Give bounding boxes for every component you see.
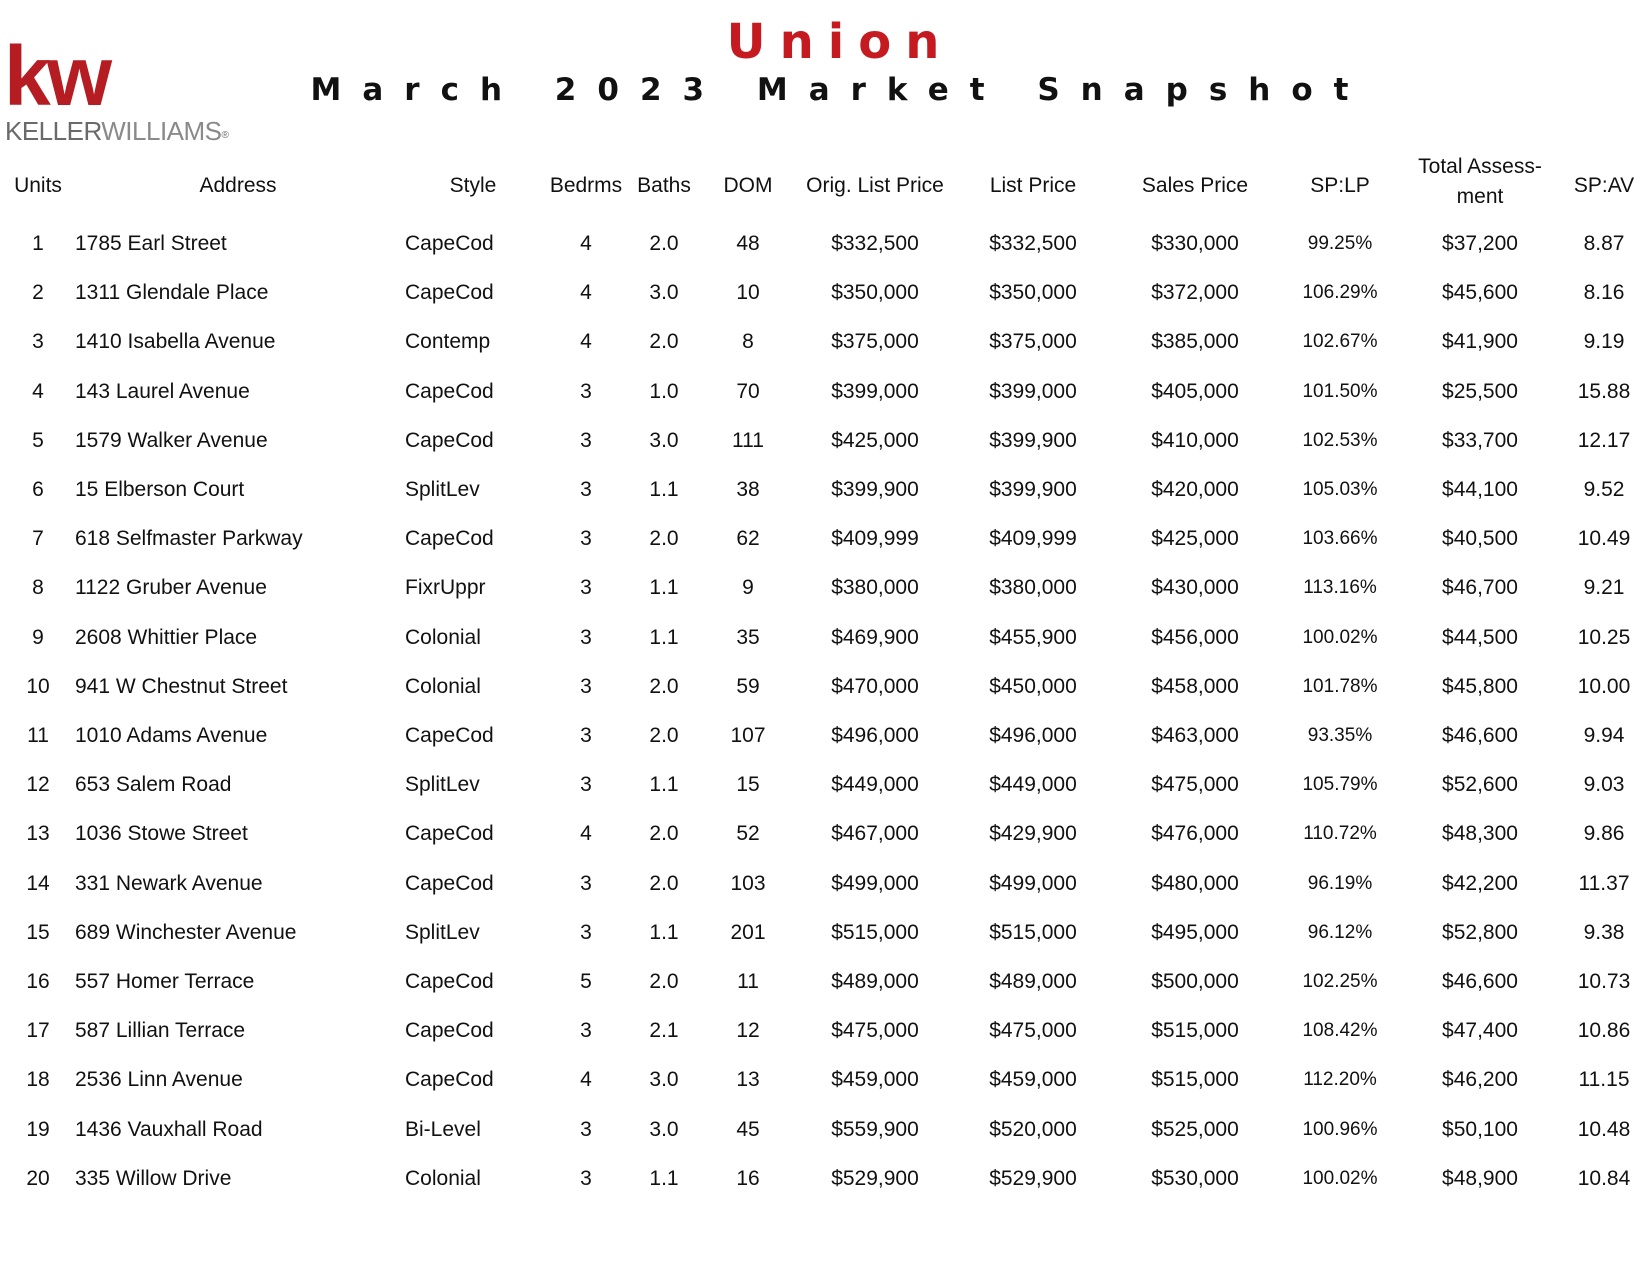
cell-total-assessment: $45,600 — [1442, 281, 1518, 304]
header-total-assessment-line2: ment — [1456, 185, 1504, 208]
header-units: Units — [14, 174, 62, 197]
cell-style: CapeCod — [405, 281, 494, 304]
cell-address: 2608 Whittier Place — [75, 626, 258, 649]
cell-bedrooms: 5 — [580, 970, 592, 993]
cell-bedrooms: 3 — [580, 724, 592, 747]
cell-dom: 11 — [737, 970, 759, 993]
cell-unit: 16 — [26, 970, 50, 993]
cell-sales-price: $515,000 — [1151, 1019, 1239, 1042]
cell-address: 2536 Linn Avenue — [75, 1068, 243, 1091]
cell-total-assessment: $52,800 — [1442, 921, 1518, 944]
cell-dom: 45 — [736, 1118, 760, 1141]
cell-total-assessment: $46,700 — [1442, 576, 1518, 599]
cell-address: 1122 Gruber Avenue — [75, 576, 267, 599]
cell-style: SplitLev — [405, 921, 480, 944]
cell-style: Colonial — [405, 675, 481, 698]
cell-address: 1036 Stowe Street — [75, 822, 248, 845]
cell-sp-lp: 105.79% — [1302, 774, 1378, 795]
cell-sp-lp: 99.25% — [1307, 233, 1373, 254]
logo-registered-mark: ® — [221, 130, 229, 141]
cell-style: Colonial — [405, 626, 481, 649]
cell-unit: 1 — [32, 232, 44, 255]
cell-bedrooms: 4 — [580, 822, 592, 845]
cell-address: 143 Laurel Avenue — [75, 380, 250, 403]
cell-baths: 2.0 — [649, 822, 679, 845]
cell-address: 941 W Chestnut Street — [75, 675, 288, 698]
cell-sales-price: $330,000 — [1151, 232, 1239, 255]
cell-address: 1410 Isabella Avenue — [75, 330, 276, 353]
cell-sp-av: 9.03 — [1583, 773, 1625, 796]
logo-word-williams: WILLIAMS — [101, 116, 222, 146]
cell-orig-list-price: $449,000 — [831, 773, 919, 796]
cell-sp-av: 11.37 — [1578, 872, 1630, 895]
cell-total-assessment: $37,200 — [1442, 232, 1518, 255]
cell-address: 587 Lillian Terrace — [75, 1019, 246, 1042]
cell-sales-price: $463,000 — [1151, 724, 1239, 747]
cell-address: 331 Newark Avenue — [75, 872, 263, 895]
cell-sp-av: 10.48 — [1577, 1118, 1631, 1141]
cell-sp-av: 10.00 — [1577, 675, 1631, 698]
cell-list-price: $455,900 — [989, 626, 1077, 649]
cell-total-assessment: $40,500 — [1442, 527, 1518, 550]
cell-list-price: $409,999 — [989, 527, 1077, 550]
cell-baths: 1.1 — [649, 626, 679, 649]
cell-address: 1311 Glendale Place — [75, 281, 269, 304]
cell-dom: 70 — [736, 380, 760, 403]
cell-bedrooms: 3 — [580, 429, 592, 452]
cell-total-assessment: $33,700 — [1442, 429, 1518, 452]
cell-sp-av: 9.52 — [1583, 478, 1625, 501]
cell-list-price: $449,000 — [989, 773, 1077, 796]
cell-sales-price: $495,000 — [1151, 921, 1239, 944]
cell-baths: 2.0 — [649, 527, 679, 550]
cell-unit: 12 — [26, 773, 50, 796]
cell-unit: 4 — [32, 380, 44, 403]
cell-sp-lp: 110.72% — [1303, 823, 1377, 844]
cell-bedrooms: 4 — [580, 281, 592, 304]
cell-bedrooms: 3 — [580, 626, 592, 649]
cell-orig-list-price: $559,900 — [831, 1118, 919, 1141]
cell-dom: 59 — [736, 675, 760, 698]
cell-sp-av: 9.19 — [1583, 330, 1625, 353]
cell-total-assessment: $46,600 — [1442, 970, 1518, 993]
cell-baths: 1.1 — [649, 576, 679, 599]
cell-total-assessment: $42,200 — [1442, 872, 1518, 895]
cell-dom: 107 — [730, 724, 766, 747]
cell-sp-lp: 106.29% — [1302, 282, 1378, 303]
cell-style: CapeCod — [405, 872, 494, 895]
cell-sales-price: $420,000 — [1151, 478, 1239, 501]
cell-list-price: $380,000 — [989, 576, 1077, 599]
cell-address: 1579 Walker Avenue — [75, 429, 268, 452]
cell-unit: 17 — [26, 1019, 50, 1042]
cell-sp-lp: 102.53% — [1302, 430, 1378, 451]
cell-list-price: $429,900 — [989, 822, 1077, 845]
cell-total-assessment: $52,600 — [1442, 773, 1518, 796]
cell-unit: 3 — [32, 330, 44, 353]
cell-style: CapeCod — [405, 380, 494, 403]
cell-address: 557 Homer Terrace — [75, 970, 255, 993]
cell-unit: 10 — [26, 675, 50, 698]
header-total-assessment-line1: Total Assess- — [1418, 155, 1542, 178]
cell-dom: 15 — [736, 773, 760, 796]
cell-unit: 5 — [32, 429, 44, 452]
report-subtitle: March 2023 Market Snapshot — [310, 72, 1370, 108]
cell-sp-lp: 103.66% — [1302, 528, 1378, 549]
cell-total-assessment: $50,100 — [1442, 1118, 1518, 1141]
cell-total-assessment: $46,200 — [1442, 1068, 1518, 1091]
cell-orig-list-price: $380,000 — [831, 576, 919, 599]
cell-baths: 2.1 — [649, 1019, 679, 1042]
cell-sales-price: $515,000 — [1151, 1068, 1239, 1091]
cell-baths: 2.0 — [649, 330, 679, 353]
cell-sales-price: $530,000 — [1151, 1167, 1239, 1190]
header-sp-lp: SP:LP — [1310, 174, 1370, 197]
cell-orig-list-price: $515,000 — [831, 921, 919, 944]
cell-list-price: $399,000 — [989, 380, 1077, 403]
cell-bedrooms: 3 — [580, 1118, 592, 1141]
cell-list-price: $375,000 — [989, 330, 1077, 353]
cell-orig-list-price: $332,500 — [831, 232, 919, 255]
cell-total-assessment: $45,800 — [1442, 675, 1518, 698]
cell-sales-price: $475,000 — [1151, 773, 1239, 796]
cell-unit: 8 — [32, 576, 44, 599]
cell-baths: 1.1 — [649, 1167, 679, 1190]
cell-bedrooms: 3 — [580, 576, 592, 599]
cell-style: CapeCod — [405, 822, 494, 845]
cell-dom: 35 — [736, 626, 760, 649]
cell-unit: 20 — [26, 1167, 50, 1190]
cell-dom: 52 — [736, 822, 760, 845]
cell-baths: 1.1 — [649, 478, 679, 501]
cell-orig-list-price: $470,000 — [831, 675, 919, 698]
cell-total-assessment: $25,500 — [1442, 380, 1518, 403]
cell-sales-price: $425,000 — [1151, 527, 1239, 550]
cell-dom: 10 — [736, 281, 760, 304]
cell-sp-lp: 102.67% — [1302, 331, 1378, 352]
cell-list-price: $515,000 — [989, 921, 1077, 944]
cell-style: CapeCod — [405, 232, 494, 255]
cell-baths: 2.0 — [649, 970, 679, 993]
cell-style: CapeCod — [405, 1068, 494, 1091]
cell-bedrooms: 3 — [580, 1019, 592, 1042]
cell-sp-av: 8.87 — [1583, 232, 1625, 255]
cell-dom: 103 — [730, 872, 766, 895]
cell-bedrooms: 3 — [580, 773, 592, 796]
cell-style: Contemp — [405, 330, 491, 353]
cell-list-price: $450,000 — [989, 675, 1077, 698]
cell-total-assessment: $44,500 — [1442, 626, 1518, 649]
cell-sales-price: $525,000 — [1151, 1118, 1239, 1141]
cell-sales-price: $458,000 — [1151, 675, 1239, 698]
cell-sp-av: 10.86 — [1577, 1019, 1631, 1042]
cell-sp-av: 10.49 — [1577, 527, 1631, 550]
cell-address: 653 Salem Road — [75, 773, 232, 796]
keller-williams-logo — [4, 29, 239, 148]
cell-sales-price: $480,000 — [1151, 872, 1239, 895]
cell-unit: 13 — [26, 822, 50, 845]
cell-style: SplitLev — [405, 773, 480, 796]
cell-bedrooms: 3 — [580, 527, 592, 550]
cell-sp-av: 11.15 — [1578, 1068, 1630, 1091]
cell-style: CapeCod — [405, 429, 494, 452]
cell-orig-list-price: $375,000 — [831, 330, 919, 353]
cell-sp-lp: 112.20% — [1303, 1069, 1377, 1090]
cell-total-assessment: $46,600 — [1442, 724, 1518, 747]
cell-list-price: $332,500 — [989, 232, 1077, 255]
cell-list-price: $489,000 — [989, 970, 1077, 993]
cell-sp-lp: 101.50% — [1302, 381, 1378, 402]
header-bedrms: Bedrms — [549, 174, 623, 197]
cell-style: Bi-Level — [405, 1118, 481, 1141]
cell-list-price: $459,000 — [989, 1068, 1077, 1091]
cell-bedrooms: 3 — [580, 872, 592, 895]
logo-word-keller: KELLER — [5, 116, 102, 146]
cell-bedrooms: 4 — [580, 1068, 592, 1091]
cell-list-price: $399,900 — [989, 478, 1077, 501]
cell-sp-lp: 113.16% — [1303, 577, 1377, 598]
cell-dom: 9 — [742, 576, 754, 599]
cell-bedrooms: 4 — [580, 330, 592, 353]
cell-dom: 48 — [736, 232, 760, 255]
cell-sp-av: 8.16 — [1583, 281, 1625, 304]
cell-orig-list-price: $350,000 — [831, 281, 919, 304]
cell-list-price: $350,000 — [989, 281, 1077, 304]
cell-baths: 2.0 — [649, 232, 679, 255]
cell-bedrooms: 3 — [580, 675, 592, 698]
cell-orig-list-price: $496,000 — [831, 724, 919, 747]
cell-unit: 14 — [26, 872, 50, 895]
cell-dom: 16 — [736, 1167, 760, 1190]
cell-sp-av: 15.88 — [1577, 380, 1631, 403]
cell-dom: 62 — [736, 527, 760, 550]
cell-bedrooms: 3 — [580, 478, 592, 501]
cell-orig-list-price: $409,999 — [831, 527, 919, 550]
cell-baths: 1.1 — [649, 921, 679, 944]
cell-address: 1010 Adams Avenue — [75, 724, 268, 747]
cell-style: CapeCod — [405, 527, 494, 550]
cell-sales-price: $476,000 — [1151, 822, 1239, 845]
cell-sales-price: $430,000 — [1151, 576, 1239, 599]
cell-unit: 19 — [26, 1118, 50, 1141]
cell-orig-list-price: $425,000 — [831, 429, 919, 452]
cell-sp-lp: 96.19% — [1307, 873, 1373, 894]
cell-sales-price: $372,000 — [1151, 281, 1239, 304]
cell-dom: 8 — [742, 330, 754, 353]
cell-bedrooms: 4 — [580, 232, 592, 255]
cell-list-price: $499,000 — [989, 872, 1077, 895]
cell-sp-lp: 102.25% — [1302, 971, 1378, 992]
cell-sales-price: $456,000 — [1151, 626, 1239, 649]
cell-sp-av: 9.21 — [1583, 576, 1625, 599]
cell-style: CapeCod — [405, 724, 494, 747]
cell-total-assessment: $48,300 — [1442, 822, 1518, 845]
cell-style: Colonial — [405, 1167, 481, 1190]
cell-orig-list-price: $399,000 — [831, 380, 919, 403]
cell-sp-lp: 100.96% — [1302, 1119, 1378, 1140]
cell-unit: 9 — [32, 626, 44, 649]
cell-style: SplitLev — [405, 478, 480, 501]
cell-address: 335 Willow Drive — [75, 1167, 232, 1190]
header-address: Address — [199, 174, 277, 197]
cell-baths: 1.0 — [649, 380, 679, 403]
cell-sp-lp: 108.42% — [1302, 1020, 1378, 1041]
cell-sp-av: 9.94 — [1583, 724, 1625, 747]
cell-baths: 3.0 — [649, 1068, 679, 1091]
cell-address: 618 Selfmaster Parkway — [75, 527, 303, 550]
cell-dom: 13 — [736, 1068, 760, 1091]
cell-dom: 201 — [730, 921, 766, 944]
cell-orig-list-price: $399,900 — [831, 478, 919, 501]
cell-address: 1785 Earl Street — [75, 232, 227, 255]
cell-sp-av: 9.38 — [1583, 921, 1625, 944]
cell-dom: 38 — [736, 478, 760, 501]
cell-address: 1436 Vauxhall Road — [75, 1118, 263, 1141]
cell-unit: 11 — [27, 724, 49, 747]
cell-baths: 1.1 — [649, 773, 679, 796]
cell-orig-list-price: $529,900 — [831, 1167, 919, 1190]
cell-sp-av: 9.86 — [1583, 822, 1625, 845]
header-sales-price: Sales Price — [1141, 174, 1249, 197]
cell-list-price: $520,000 — [989, 1118, 1077, 1141]
cell-baths: 2.0 — [649, 724, 679, 747]
cell-unit: 2 — [32, 281, 44, 304]
cell-baths: 3.0 — [649, 281, 679, 304]
header-orig-list-price: Orig. List Price — [806, 174, 944, 197]
header-list-price: List Price — [989, 174, 1077, 197]
header-dom: DOM — [723, 174, 773, 197]
cell-total-assessment: $48,900 — [1442, 1167, 1518, 1190]
cell-orig-list-price: $469,900 — [831, 626, 919, 649]
cell-sp-lp: 96.12% — [1307, 922, 1373, 943]
cell-orig-list-price: $489,000 — [831, 970, 919, 993]
cell-address: 15 Elberson Court — [75, 478, 245, 501]
cell-dom: 12 — [736, 1019, 760, 1042]
cell-style: CapeCod — [405, 1019, 494, 1042]
cell-list-price: $475,000 — [989, 1019, 1077, 1042]
cell-list-price: $496,000 — [989, 724, 1077, 747]
cell-style: FixrUppr — [405, 576, 486, 599]
header-sp-av: SP:AV — [1573, 174, 1635, 197]
cell-bedrooms: 3 — [580, 921, 592, 944]
cell-sp-av: 10.25 — [1577, 626, 1631, 649]
cell-bedrooms: 3 — [580, 380, 592, 403]
cell-bedrooms: 3 — [580, 1167, 592, 1190]
kw-logo-mark: kw — [4, 29, 109, 123]
cell-unit: 6 — [32, 478, 44, 501]
cell-total-assessment: $47,400 — [1442, 1019, 1518, 1042]
cell-dom: 111 — [732, 429, 764, 452]
cell-orig-list-price: $459,000 — [831, 1068, 919, 1091]
header-style: Style — [449, 174, 497, 197]
cell-sp-av: 12.17 — [1577, 429, 1631, 452]
cell-list-price: $529,900 — [989, 1167, 1077, 1190]
cell-unit: 18 — [26, 1068, 50, 1091]
cell-orig-list-price: $467,000 — [831, 822, 919, 845]
cell-sp-av: 10.84 — [1577, 1167, 1631, 1190]
cell-address: 689 Winchester Avenue — [75, 921, 297, 944]
cell-sp-lp: 100.02% — [1302, 1168, 1378, 1189]
header-baths: Baths — [637, 174, 691, 197]
cell-sales-price: $500,000 — [1151, 970, 1239, 993]
cell-sp-av: 10.73 — [1577, 970, 1631, 993]
cell-sales-price: $405,000 — [1151, 380, 1239, 403]
cell-sp-lp: 100.02% — [1302, 627, 1378, 648]
cell-sales-price: $410,000 — [1151, 429, 1239, 452]
cell-sp-lp: 101.78% — [1302, 676, 1378, 697]
cell-sales-price: $385,000 — [1151, 330, 1239, 353]
city-title: Union — [726, 14, 954, 70]
cell-baths: 2.0 — [649, 675, 679, 698]
cell-sp-lp: 105.03% — [1302, 479, 1378, 500]
cell-total-assessment: $41,900 — [1442, 330, 1518, 353]
cell-orig-list-price: $475,000 — [831, 1019, 919, 1042]
cell-baths: 3.0 — [649, 1118, 679, 1141]
cell-orig-list-price: $499,000 — [831, 872, 919, 895]
cell-style: CapeCod — [405, 970, 494, 993]
cell-sp-lp: 93.35% — [1307, 725, 1373, 746]
cell-unit: 7 — [32, 527, 44, 550]
cell-unit: 15 — [26, 921, 50, 944]
cell-baths: 3.0 — [649, 429, 679, 452]
cell-baths: 2.0 — [649, 872, 679, 895]
cell-total-assessment: $44,100 — [1442, 478, 1518, 501]
logo-wordmark — [5, 116, 228, 151]
cell-list-price: $399,900 — [989, 429, 1077, 452]
